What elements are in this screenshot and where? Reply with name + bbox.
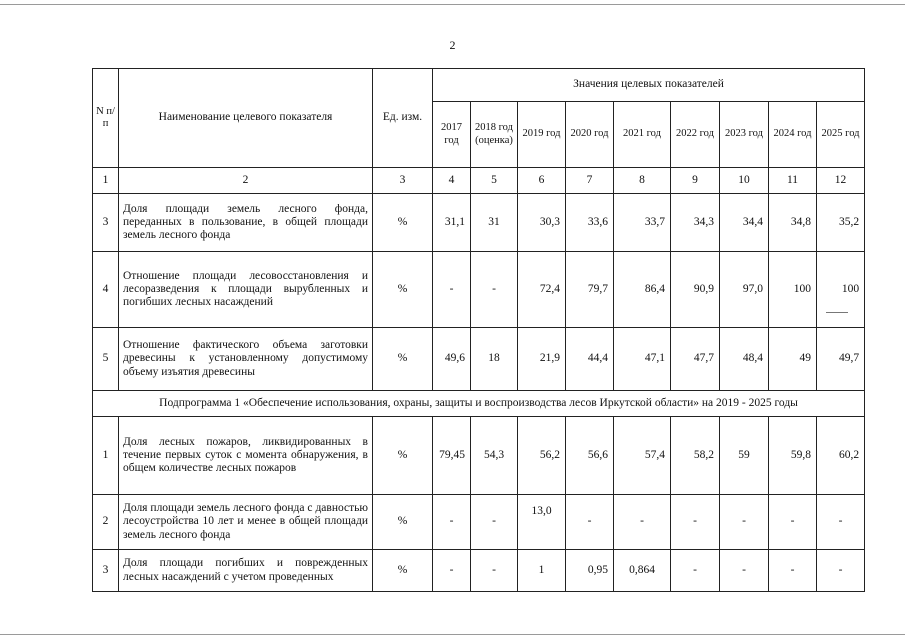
value-cell: 44,4 <box>566 328 614 391</box>
value-cell: 97,0 <box>720 252 769 328</box>
header-year: 2025 год <box>817 102 865 168</box>
value-cell: 30,3 <box>518 194 566 252</box>
header-year: 2017 год <box>433 102 471 168</box>
value-cell: 56,6 <box>566 417 614 495</box>
value-cell: 34,3 <box>671 194 720 252</box>
row-num: 1 <box>93 417 119 495</box>
unit-cell: % <box>373 495 433 550</box>
header-year: 2022 год <box>671 102 720 168</box>
index-cell: 8 <box>614 168 671 194</box>
value-cell: 18 <box>471 328 518 391</box>
value-cell: - <box>769 550 817 592</box>
index-cell: 9 <box>671 168 720 194</box>
value-cell: 57,4 <box>614 417 671 495</box>
unit-cell: % <box>373 417 433 495</box>
value-cell: 0,864 <box>614 550 671 592</box>
value-cell: 59,8 <box>769 417 817 495</box>
value-cell: 33,6 <box>566 194 614 252</box>
value-cell: - <box>471 495 518 550</box>
index-cell: 12 <box>817 168 865 194</box>
indicator-name: Доля лесных пожаров, ликвидированных в течение первых суток с момента обнаружения, в общем количестве лесных пожаров <box>119 417 373 495</box>
row-num: 3 <box>93 550 119 592</box>
scan-bottom-edge <box>0 634 905 635</box>
index-cell: 10 <box>720 168 769 194</box>
value-cell: - <box>817 495 865 550</box>
header-year: 2021 год <box>614 102 671 168</box>
value-cell: - <box>433 252 471 328</box>
row-num: 3 <box>93 194 119 252</box>
value-cell: 47,1 <box>614 328 671 391</box>
value-cell: 35,2 <box>817 194 865 252</box>
table-row <box>93 417 865 495</box>
value-cell: 60,2 <box>817 417 865 495</box>
index-row <box>93 168 865 194</box>
value-cell: 0,95 <box>566 550 614 592</box>
value-cell: - <box>817 550 865 592</box>
value-cell: - <box>614 495 671 550</box>
indicator-name: Отношение фактического объема заготовки древесины к установленному допустимому объему изъятия древесины <box>119 328 373 391</box>
value-cell: 49,7 <box>817 328 865 391</box>
scan-top-edge <box>0 4 905 5</box>
index-cell: 2 <box>119 168 373 194</box>
header-year: 2018 год (оценка) <box>471 102 518 168</box>
row-num: 5 <box>93 328 119 391</box>
value-cell: 47,7 <box>671 328 720 391</box>
header-values: Значения целевых показателей <box>433 69 865 102</box>
value-cell: 100 <box>769 252 817 328</box>
index-cell: 6 <box>518 168 566 194</box>
value-cell: 49 <box>769 328 817 391</box>
header-unit: Ед. изм. <box>373 69 433 168</box>
header-year: 2024 год <box>769 102 817 168</box>
value-cell: - <box>671 550 720 592</box>
page-number: 2 <box>449 38 456 52</box>
value-cell: 21,9 <box>518 328 566 391</box>
value-cell: 72,4 <box>518 252 566 328</box>
value-cell: 100 <box>817 252 865 328</box>
value-cell: 79,7 <box>566 252 614 328</box>
index-cell: 11 <box>769 168 817 194</box>
value-cell: 54,3 <box>471 417 518 495</box>
value-cell: - <box>433 550 471 592</box>
table-row <box>93 550 865 592</box>
index-cell: 1 <box>93 168 119 194</box>
value-cell: 56,2 <box>518 417 566 495</box>
header-num: N п/п <box>93 69 119 168</box>
table-row <box>93 194 865 252</box>
value-cell: 48,4 <box>720 328 769 391</box>
row-num: 2 <box>93 495 119 550</box>
value-cell: - <box>566 495 614 550</box>
value-cell: 86,4 <box>614 252 671 328</box>
index-cell: 3 <box>373 168 433 194</box>
value-cell: 34,4 <box>720 194 769 252</box>
header-year: 2023 год <box>720 102 769 168</box>
value-cell: 49,6 <box>433 328 471 391</box>
subprogram-row <box>93 391 865 417</box>
value-cell: 31,1 <box>433 194 471 252</box>
value-cell: 13,0 <box>518 495 566 550</box>
value-cell: - <box>471 252 518 328</box>
unit-cell: % <box>373 550 433 592</box>
value-cell: 33,7 <box>614 194 671 252</box>
value-cell: 1 <box>518 550 566 592</box>
value-cell: 79,45 <box>433 417 471 495</box>
value-cell: 31 <box>471 194 518 252</box>
row-num: 4 <box>93 252 119 328</box>
indicator-name: Отношение площади лесовосстановления и лесоразведения к площади вырубленных и погибших лесных насаждений <box>119 252 373 328</box>
index-cell: 7 <box>566 168 614 194</box>
unit-cell: % <box>373 194 433 252</box>
indicator-name: Доля площади погибших и поврежденных лесных насаждений с учетом проведенных <box>119 550 373 592</box>
index-cell: 4 <box>433 168 471 194</box>
value-cell: - <box>433 495 471 550</box>
indicator-name: Доля площади земель лесного фонда, переданных в пользование, в общей площади земель лесного фонда <box>119 194 373 252</box>
value-cell: - <box>720 495 769 550</box>
index-cell: 5 <box>471 168 518 194</box>
table-row <box>93 328 865 391</box>
indicator-name: Доля площади земель лесного фонда с давностью лесоустройства 10 лет и менее в общей площади земель лесного фонда <box>119 495 373 550</box>
subprogram-title: Подпрограмма 1 «Обеспечение использования, охраны, защиты и воспроизводства лесов Иркутской области» на 2019 - 2025 годы <box>93 391 865 417</box>
table-row <box>93 495 865 550</box>
table-row <box>93 252 865 328</box>
value-cell: - <box>720 550 769 592</box>
value-cell: 34,8 <box>769 194 817 252</box>
value-cell: - <box>671 495 720 550</box>
header-year: 2020 год <box>566 102 614 168</box>
value-cell: - <box>471 550 518 592</box>
indicators-table <box>92 68 865 592</box>
value-cell: 90,9 <box>671 252 720 328</box>
value-cell: - <box>769 495 817 550</box>
value-cell: 59 <box>720 417 769 495</box>
value-cell: 58,2 <box>671 417 720 495</box>
header-year: 2019 год <box>518 102 566 168</box>
header-row-top <box>93 69 865 102</box>
unit-cell: % <box>373 252 433 328</box>
unit-cell: % <box>373 328 433 391</box>
pen-mark <box>826 312 848 313</box>
header-name: Наименование целевого показателя <box>119 69 373 168</box>
